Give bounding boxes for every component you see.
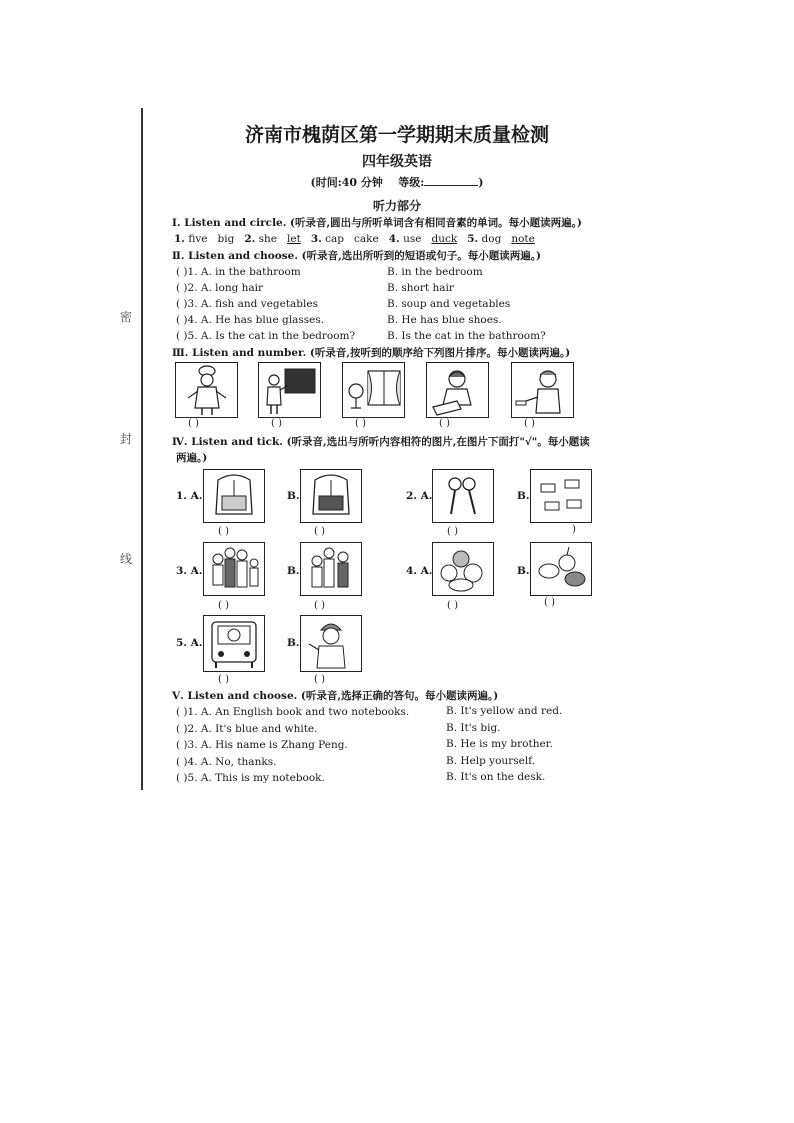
margin-char-feng: 封	[120, 432, 133, 446]
teacher-blackboard-icon	[259, 363, 320, 417]
s4-label-2b: B.	[517, 490, 530, 502]
s1-word-3a[interactable]: cap	[325, 233, 345, 245]
schoolbag-icon	[204, 470, 264, 522]
s5-q5: ( )5. A. This is my notebook.	[176, 772, 325, 784]
s1-num-1: 1.	[174, 233, 185, 245]
grade-close: )	[478, 176, 484, 189]
section-1-items	[174, 233, 535, 246]
s2-q5: ( )5. A. Is the cat in the bedroom?	[176, 330, 356, 342]
chef-icon	[176, 363, 237, 417]
grade-blank[interactable]	[424, 174, 478, 186]
s4-answer-2a[interactable]: ( )	[447, 526, 458, 537]
s3-answer-4[interactable]: ( )	[439, 418, 450, 429]
section-5-title: Ⅴ. Listen and choose. (听录音,选择正确的答句。每小题读两遍。)	[172, 690, 499, 702]
time-text: (时间:40 分钟	[310, 176, 383, 189]
s4-answer-5a[interactable]: ( )	[218, 674, 229, 685]
s3-answer-5[interactable]: ( )	[524, 418, 535, 429]
s4-label-1b: B.	[287, 490, 300, 502]
s3-picture-boy	[511, 362, 574, 418]
s4-label-4a: 4. A.	[406, 565, 433, 577]
s1-num-4: 4.	[388, 233, 400, 245]
s4-answer-4b[interactable]: ( )	[544, 597, 555, 608]
s4-picture-2a	[432, 469, 494, 523]
s5-q1: ( )1. A. An English book and two notebooks.	[176, 706, 410, 718]
s1-word-4b[interactable]: duck	[431, 233, 458, 245]
s5-q3-b: B. He is my brother.	[446, 738, 553, 750]
vegetables-icon	[531, 543, 591, 595]
s4-picture-2b	[530, 469, 592, 523]
s4-answer-1b[interactable]: ( )	[314, 526, 325, 537]
schoolbag-icon	[301, 470, 361, 522]
family-icon	[301, 543, 361, 595]
s3-answer-1[interactable]: ( )	[188, 418, 199, 429]
boy-pointing-icon	[512, 363, 573, 417]
s4-answer-2b[interactable]: )	[572, 524, 576, 535]
s2-q3: ( )3. A. fish and vegetables	[176, 298, 318, 310]
s4-answer-3a[interactable]: ( )	[218, 600, 229, 611]
s4-picture-5b	[300, 615, 362, 672]
s1-word-3b[interactable]: cake	[354, 233, 379, 245]
s2-q4: ( )4. A. He has blue glasses.	[176, 314, 325, 326]
s1-word-2a[interactable]: she	[258, 233, 277, 245]
s1-word-4a[interactable]: use	[403, 233, 422, 245]
s4-picture-5a	[203, 615, 265, 672]
bus-driver-icon	[204, 616, 264, 671]
s4-label-2a: 2. A.	[406, 490, 433, 502]
s2-q3-b: B. soup and vegetables	[387, 298, 511, 310]
s4-label-1a: 1. A.	[176, 490, 203, 502]
worker-icon	[301, 616, 361, 671]
s2-q1-b: B. in the bedroom	[387, 266, 483, 278]
s4-label-4b: B.	[517, 565, 530, 577]
fruit-basket-icon	[433, 543, 493, 595]
s3-picture-fan-window	[342, 362, 405, 418]
s4-label-3b: B.	[287, 565, 300, 577]
s4-label-5b: B.	[287, 637, 300, 649]
time-grade-line	[0, 174, 794, 190]
s4-picture-3a	[203, 542, 265, 596]
fan-window-icon	[343, 363, 404, 417]
candies-icon	[531, 470, 591, 522]
s2-q5-b: B. Is the cat in the bathroom?	[387, 330, 546, 342]
section-3-title: Ⅲ. Listen and number. (听录音,按听到的顺序给下列图片排序。每小题读两遍。)	[172, 347, 571, 359]
s4-picture-1a	[203, 469, 265, 523]
s5-q1-b: B. It's yellow and red.	[446, 705, 563, 717]
s3-answer-2[interactable]: ( )	[271, 418, 282, 429]
s4-picture-3b	[300, 542, 362, 596]
section-4-title-line2: 两遍。)	[176, 452, 208, 464]
s3-answer-3[interactable]: ( )	[355, 418, 366, 429]
s4-answer-5b[interactable]: ( )	[314, 674, 325, 685]
listening-section-title: 听力部分	[372, 199, 421, 213]
margin-char-xian: 线	[120, 552, 133, 566]
s2-q2: ( )2. A. long hair	[176, 282, 264, 294]
s5-q4: ( )4. A. No, thanks.	[176, 756, 277, 768]
s1-word-1a[interactable]: five	[188, 233, 208, 245]
s1-num-3: 3.	[310, 233, 322, 245]
page-subtitle: 四年级英语	[362, 154, 432, 170]
s1-word-1b[interactable]: big	[217, 233, 235, 245]
s4-answer-1a[interactable]: ( )	[218, 526, 229, 537]
s2-q1: ( )1. A. in the bathroom	[176, 266, 301, 278]
s5-q3: ( )3. A. His name is Zhang Peng.	[176, 739, 348, 751]
s5-q2-b: B. It's big.	[446, 722, 501, 734]
s1-word-5a[interactable]: dog	[481, 233, 502, 245]
s4-answer-4a[interactable]: ( )	[447, 600, 458, 611]
s1-num-2: 2.	[244, 233, 256, 245]
section-2-title: Ⅱ. Listen and choose. (听录音,选出所听到的短语或句子。每小题读两遍。)	[172, 250, 541, 262]
page-title: 济南市槐荫区第一学期期末质量检测	[244, 124, 549, 146]
section-1-title: Ⅰ. Listen and circle. (听录音,圆出与所听单词含有相同音素的单词。每小题读两遍。)	[172, 217, 582, 229]
s2-q4-b: B. He has blue shoes.	[387, 314, 502, 326]
s1-word-5b[interactable]: note	[511, 233, 535, 245]
s5-q4-b: B. Help yourself.	[446, 755, 536, 767]
s3-picture-reading	[426, 362, 489, 418]
s3-picture-teacher	[258, 362, 321, 418]
s1-num-5: 5.	[467, 233, 479, 245]
s4-label-3a: 3. A.	[176, 565, 203, 577]
s4-picture-4b	[530, 542, 592, 596]
s5-q5-b: B. It's on the desk.	[446, 771, 546, 783]
margin-char-mi: 密	[120, 310, 133, 324]
s4-label-5a: 5. A.	[176, 637, 203, 649]
s4-picture-4a	[432, 542, 494, 596]
s1-word-2b[interactable]: let	[287, 233, 301, 245]
s2-q2-b: B. short hair	[387, 282, 454, 294]
s4-picture-1b	[300, 469, 362, 523]
keys-icon	[433, 470, 493, 522]
s4-answer-3b[interactable]: ( )	[314, 600, 325, 611]
s5-q2: ( )2. A. It's blue and white.	[176, 723, 318, 735]
section-4-title-line1: Ⅳ. Listen and tick. (听录音,选出与所听内容相符的图片,在图片下面打"√"。每小题读	[172, 436, 590, 448]
s3-picture-chef	[175, 362, 238, 418]
family-icon	[204, 543, 264, 595]
girl-reading-icon	[427, 363, 488, 417]
grade-label: 等级:	[398, 176, 425, 189]
